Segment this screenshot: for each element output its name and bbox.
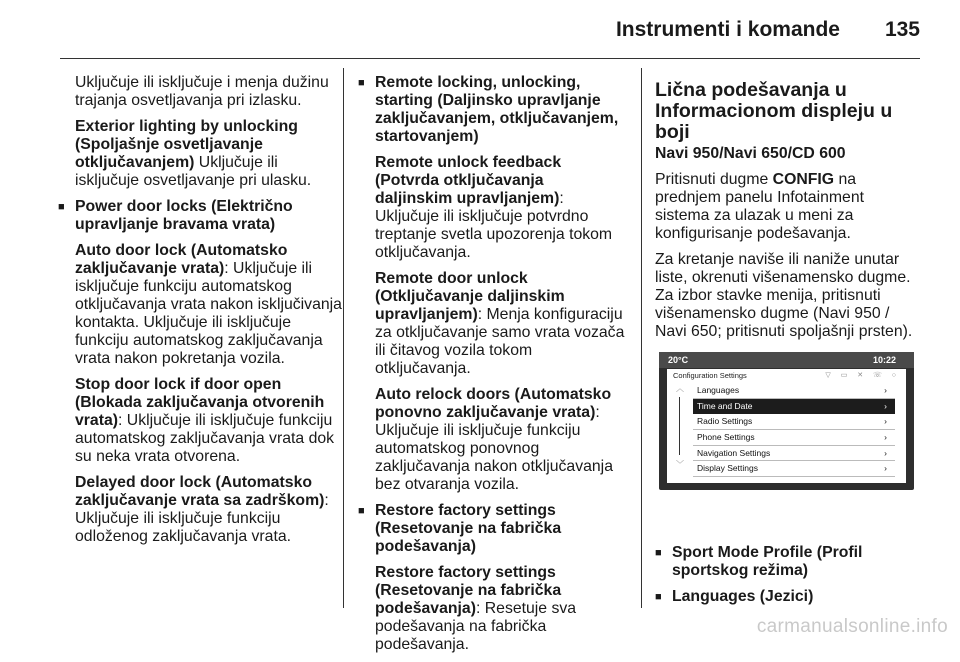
temperature-readout: 20°C — [668, 355, 689, 365]
setting-description: : Uključuje ili isključuje funkciju odloženog zaključavanja vrata. — [75, 492, 329, 545]
screen-menu-title: Configuration Settings — [673, 371, 747, 380]
text-run: na prednjem panelu Infotainment sistema za ulazak u meni za konfigurisanje podešavanja. — [655, 171, 865, 242]
chevron-right-icon: › — [884, 385, 887, 395]
status-icons: ▽ ▭ ✕ ☏ ○ — [825, 372, 900, 379]
paragraph: Uključuje ili isključuje i menja dužinu trajanja osvetljavanja pri izlasku. — [75, 74, 329, 109]
screen-status-bar — [659, 352, 914, 368]
setting-description: : Uključuje ili isključuje funkciju automatskog otključavanja vrata nakon isključivanja kontakta. Uključuje ili isključuje funkciju automatskog zaključavanja vrata nakon pokretanja vozila. — [75, 260, 342, 367]
paragraph — [75, 474, 343, 546]
bullet-heading: ■ Restore factory settings (Resetovanje na fabrička podešavanja) — [358, 502, 625, 556]
page-number: 135 — [884, 18, 920, 41]
bullet-heading: ■ Languages (Jezici) — [655, 588, 921, 606]
screen-menu-item — [693, 399, 895, 415]
column-divider — [343, 68, 344, 608]
screen-menu-item — [693, 414, 895, 430]
screen-menu-item — [693, 446, 895, 462]
setting-description: : Menja konfiguraciju za otključavanje samo vrata vozača ili čitavog vozila tokom otključavanja. — [375, 306, 625, 377]
screen-menu-panel — [667, 369, 906, 483]
bullet-heading: ■ Remote locking, unlocking, starting (Daljinsko upravljanje zaključavanjem, otključavanjem, startovanjem) — [358, 74, 625, 146]
paragraph — [375, 270, 625, 378]
screen-menu-item-label: Languages — [697, 385, 740, 395]
text-run: Pritisnuti dugme — [655, 171, 773, 188]
column-3-bullets — [655, 544, 921, 614]
setting-name: Delayed door lock (Automatsko zaključavanje vrata sa zadrškom) — [75, 474, 325, 509]
screen-menu-item-label: Time and Date — [697, 400, 753, 411]
column-1 — [75, 74, 343, 554]
config-button-label: CONFIG — [772, 171, 835, 188]
setting-name: Stop door lock if door open (Blokada zaključavanja otvorenih vrata) — [75, 376, 325, 429]
bullet-body — [375, 154, 625, 494]
bullet-body — [375, 564, 625, 654]
chevron-right-icon: › — [884, 432, 887, 443]
chevron-right-icon: › — [884, 463, 887, 474]
screen-menu-item-label: Radio Settings — [697, 416, 753, 427]
column-divider — [641, 68, 642, 608]
setting-name: Auto door lock (Automatsko zaključavanje vrata) — [75, 242, 288, 277]
screen-menu-item — [693, 461, 895, 477]
chevron-right-icon: › — [884, 447, 887, 458]
chevron-right-icon: › — [884, 400, 887, 411]
setting-description: : Uključuje ili isključuje funkciju automatskog ponovnog zaključavanja nakon otključavanja bez otvaranja vozila. — [375, 404, 613, 493]
paragraph: Za kretanje naviše ili naniže unutar liste, okrenuti višenamensko dugme. Za izbor stavke menija, pritisnuti višenamensko dugme (Navi 950 / Navi 650; pritisnuti spoljašnji prsten). — [655, 251, 913, 340]
column-2 — [358, 74, 625, 662]
watermark: carmanualsonline.info — [756, 616, 948, 637]
setting-description: Uključuje ili isključuje osvetljavanje pri ulasku. — [75, 154, 312, 189]
section-subheading: Navi 950/Navi 650/CD 600 — [655, 145, 846, 162]
column-3 — [655, 80, 921, 349]
screen-menu-item — [693, 430, 895, 446]
page-header — [0, 0, 960, 62]
header-rule — [60, 58, 920, 59]
screen-menu-item-label: Display Settings — [697, 463, 758, 474]
paragraph — [655, 171, 921, 243]
screen-menu-item-label: Phone Settings — [697, 432, 755, 443]
clock-readout: 10:22 — [872, 355, 896, 365]
bullet-heading: ■ Power door locks (Električno upravljanje bravama vrata) — [58, 198, 343, 234]
paragraph — [75, 118, 343, 190]
setting-description: : Resetuje sva podešavanja na fabrička podešavanja. — [375, 600, 577, 653]
paragraph — [75, 376, 343, 466]
scroll-track — [679, 397, 680, 455]
setting-description: : Uključuje ili isključuje potvrdno treptanje svetla upozorenja tokom otključavanja. — [375, 190, 613, 261]
paragraph — [375, 154, 625, 262]
section-heading: Lična podešavanja u Informacionom displeju u boji — [655, 79, 893, 143]
setting-name: Remote unlock feedback (Potvrda otključavanja daljinskim upravljanjem) — [375, 154, 562, 207]
screen-menu-list — [693, 383, 895, 477]
setting-name: Remote door unlock (Otključavanje daljinskim upravljanjem) — [375, 270, 565, 323]
setting-name: Exterior lighting by unlocking (Spoljašnje osvetljavanje otključavanjem) — [75, 118, 298, 171]
paragraph — [375, 386, 625, 494]
chevron-right-icon: › — [884, 416, 887, 427]
screen-menu-item-label: Navigation Settings — [697, 447, 771, 458]
setting-name: Auto relock doors (Automatsko ponovno zaključavanje vrata) — [375, 386, 612, 421]
scroll-up-icon: ︿ — [676, 384, 684, 393]
infotainment-screen-image — [659, 352, 914, 490]
screen-menu-item — [693, 383, 895, 399]
paragraph — [75, 242, 343, 368]
setting-description: : Uključuje ili isključuje funkciju automatskog zaključavanja vrata dok su neka vrata otvorena. — [75, 412, 335, 465]
setting-name: Restore factory settings (Resetovanje na fabrička podešavanja) — [375, 564, 562, 617]
page-header-title: Instrumenti i komande — [615, 18, 840, 41]
scroll-down-icon: ﹀ — [676, 460, 684, 469]
paragraph — [375, 564, 625, 654]
bullet-heading: ■ Sport Mode Profile (Profil sportskog režima) — [655, 544, 921, 580]
